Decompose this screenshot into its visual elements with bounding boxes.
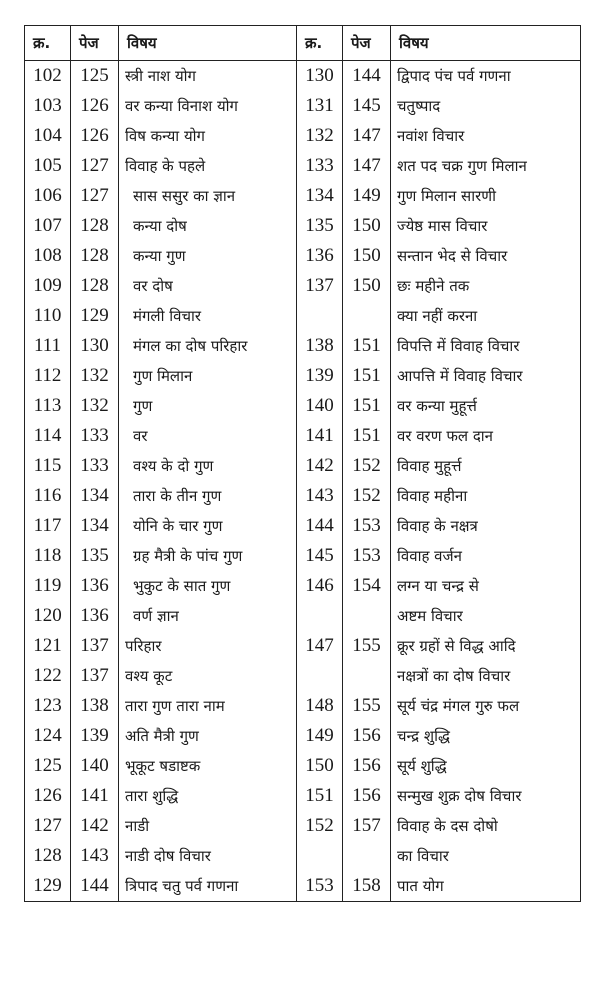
subject-cell: विवाह वर्जन — [391, 541, 581, 571]
table-row — [25, 361, 581, 391]
subject-cell: तारा गुण तारा नाम — [119, 691, 297, 721]
serial-cell: 122 — [25, 661, 71, 691]
subject-cell: गुण मिलान सारणी — [391, 181, 581, 211]
serial-cell: 153 — [297, 871, 343, 902]
table-row — [25, 811, 581, 841]
subject-cell: वश्य के दो गुण — [119, 451, 297, 481]
page-cell: 136 — [71, 601, 119, 631]
subject-cell: सूर्य शुद्धि — [391, 751, 581, 781]
subject-cell: वर्ण ज्ञान — [119, 601, 297, 631]
page-cell: 151 — [343, 331, 391, 361]
header-serial-right: क्र. — [297, 26, 343, 61]
subject-cell: तारा के तीन गुण — [119, 481, 297, 511]
page-cell: 155 — [343, 631, 391, 661]
serial-cell: 119 — [25, 571, 71, 601]
page-cell: 141 — [71, 781, 119, 811]
page-cell: 156 — [343, 781, 391, 811]
page-cell: 151 — [343, 421, 391, 451]
page-cell: 151 — [343, 391, 391, 421]
subject-cell: विवाह महीना — [391, 481, 581, 511]
subject-cell: सूर्य चंद्र मंगल गुरु फल — [391, 691, 581, 721]
serial-cell: 131 — [297, 91, 343, 121]
subject-cell: छः महीने तक — [391, 271, 581, 301]
page-cell: 144 — [343, 61, 391, 92]
page-cell: 151 — [343, 361, 391, 391]
serial-cell: 112 — [25, 361, 71, 391]
page-cell: 135 — [71, 541, 119, 571]
table-row — [25, 511, 581, 541]
page-cell: 132 — [71, 391, 119, 421]
page-cell: 129 — [71, 301, 119, 331]
subject-cell: सन्मुख शुक्र दोष विचार — [391, 781, 581, 811]
page-cell: 134 — [71, 481, 119, 511]
serial-cell: 130 — [297, 61, 343, 92]
table-row — [25, 151, 581, 181]
table-row — [25, 871, 581, 902]
serial-cell: 115 — [25, 451, 71, 481]
subject-cell: त्रिपाद चतु पर्व गणना — [119, 871, 297, 902]
table-row — [25, 91, 581, 121]
serial-cell: 141 — [297, 421, 343, 451]
subject-cell: पात योग — [391, 871, 581, 902]
page-cell: 152 — [343, 481, 391, 511]
serial-cell: 143 — [297, 481, 343, 511]
serial-cell: 113 — [25, 391, 71, 421]
subject-cell: कन्या गुण — [119, 241, 297, 271]
table-row — [25, 61, 581, 92]
subject-cell: वर दोष — [119, 271, 297, 301]
page-cell: 157 — [343, 811, 391, 841]
serial-cell: 107 — [25, 211, 71, 241]
serial-cell: 104 — [25, 121, 71, 151]
header-page-left: पेज — [71, 26, 119, 61]
page-cell: 152 — [343, 451, 391, 481]
table-row — [25, 301, 581, 331]
subject-cell: विवाह के नक्षत्र — [391, 511, 581, 541]
serial-cell: 105 — [25, 151, 71, 181]
serial-cell: 117 — [25, 511, 71, 541]
contents-table — [24, 25, 581, 902]
serial-cell — [297, 601, 343, 631]
page-cell: 133 — [71, 451, 119, 481]
page-cell: 150 — [343, 211, 391, 241]
header-subject-left: विषय — [119, 26, 297, 61]
subject-cell: विवाह के दस दोषो — [391, 811, 581, 841]
page-cell: 127 — [71, 151, 119, 181]
serial-cell: 118 — [25, 541, 71, 571]
page-cell: 133 — [71, 421, 119, 451]
serial-cell: 106 — [25, 181, 71, 211]
subject-cell: ग्रह मैत्री के पांच गुण — [119, 541, 297, 571]
page-cell: 132 — [71, 361, 119, 391]
table-row — [25, 241, 581, 271]
page-cell: 143 — [71, 841, 119, 871]
serial-cell: 146 — [297, 571, 343, 601]
subject-cell: ज्येष्ठ मास विचार — [391, 211, 581, 241]
page-cell: 136 — [71, 571, 119, 601]
page-cell: 158 — [343, 871, 391, 902]
page-cell: 144 — [71, 871, 119, 902]
subject-cell: क्या नहीं करना — [391, 301, 581, 331]
serial-cell: 140 — [297, 391, 343, 421]
serial-cell: 108 — [25, 241, 71, 271]
table-row — [25, 391, 581, 421]
table-row — [25, 481, 581, 511]
serial-cell: 127 — [25, 811, 71, 841]
header-serial-left: क्र. — [25, 26, 71, 61]
serial-cell: 138 — [297, 331, 343, 361]
subject-cell: सास ससुर का ज्ञान — [119, 181, 297, 211]
serial-cell: 151 — [297, 781, 343, 811]
page-cell — [343, 301, 391, 331]
page-cell — [343, 601, 391, 631]
subject-cell: चन्द्र शुद्धि — [391, 721, 581, 751]
table-row — [25, 541, 581, 571]
serial-cell: 144 — [297, 511, 343, 541]
serial-cell — [297, 661, 343, 691]
table-row — [25, 631, 581, 661]
subject-cell: भूकूट षडाष्टक — [119, 751, 297, 781]
table-row — [25, 721, 581, 751]
page-cell: 145 — [343, 91, 391, 121]
subject-cell: वर वरण फल दान — [391, 421, 581, 451]
subject-cell: कन्या दोष — [119, 211, 297, 241]
serial-cell — [297, 301, 343, 331]
subject-cell: तारा शुद्धि — [119, 781, 297, 811]
serial-cell: 145 — [297, 541, 343, 571]
subject-cell: अति मैत्री गुण — [119, 721, 297, 751]
serial-cell: 148 — [297, 691, 343, 721]
page-cell: 147 — [343, 121, 391, 151]
serial-cell: 132 — [297, 121, 343, 151]
subject-cell: गुण मिलान — [119, 361, 297, 391]
subject-cell: विवाह मुहूर्त्त — [391, 451, 581, 481]
subject-cell: मंगली विचार — [119, 301, 297, 331]
serial-cell: 133 — [297, 151, 343, 181]
page-cell: 142 — [71, 811, 119, 841]
serial-cell: 149 — [297, 721, 343, 751]
subject-cell: द्विपाद पंच पर्व गणना — [391, 61, 581, 92]
table-row — [25, 451, 581, 481]
serial-cell: 116 — [25, 481, 71, 511]
page-cell: 156 — [343, 721, 391, 751]
subject-cell: अष्टम विचार — [391, 601, 581, 631]
serial-cell: 125 — [25, 751, 71, 781]
subject-cell: नाडी — [119, 811, 297, 841]
page-cell: 126 — [71, 121, 119, 151]
table-row — [25, 841, 581, 871]
page-cell — [343, 841, 391, 871]
table-row — [25, 181, 581, 211]
serial-cell: 103 — [25, 91, 71, 121]
page-cell: 128 — [71, 241, 119, 271]
serial-cell: 109 — [25, 271, 71, 301]
header-subject-right: विषय — [391, 26, 581, 61]
page-cell: 125 — [71, 61, 119, 92]
serial-cell: 124 — [25, 721, 71, 751]
subject-cell: आपत्ति में विवाह विचार — [391, 361, 581, 391]
header-row — [25, 26, 581, 61]
table-row — [25, 751, 581, 781]
page-cell: 138 — [71, 691, 119, 721]
subject-cell: भुकुट के सात गुण — [119, 571, 297, 601]
subject-cell: सन्तान भेद से विचार — [391, 241, 581, 271]
page-cell: 127 — [71, 181, 119, 211]
page-cell: 154 — [343, 571, 391, 601]
subject-cell: चतुष्पाद — [391, 91, 581, 121]
subject-cell: विवाह के पहले — [119, 151, 297, 181]
serial-cell: 126 — [25, 781, 71, 811]
header-page-right: पेज — [343, 26, 391, 61]
serial-cell: 136 — [297, 241, 343, 271]
table-row — [25, 121, 581, 151]
serial-cell: 152 — [297, 811, 343, 841]
subject-cell: वर कन्या मुहूर्त्त — [391, 391, 581, 421]
page-cell: 156 — [343, 751, 391, 781]
serial-cell: 111 — [25, 331, 71, 361]
table-row — [25, 211, 581, 241]
serial-cell: 139 — [297, 361, 343, 391]
serial-cell: 120 — [25, 601, 71, 631]
page-cell: 126 — [71, 91, 119, 121]
page-cell: 134 — [71, 511, 119, 541]
serial-cell: 147 — [297, 631, 343, 661]
page-cell: 147 — [343, 151, 391, 181]
serial-cell: 137 — [297, 271, 343, 301]
subject-cell: स्त्री नाश योग — [119, 61, 297, 92]
subject-cell: वर — [119, 421, 297, 451]
table-row — [25, 271, 581, 301]
serial-cell: 150 — [297, 751, 343, 781]
serial-cell: 142 — [297, 451, 343, 481]
subject-cell: मंगल का दोष परिहार — [119, 331, 297, 361]
page-cell: 150 — [343, 241, 391, 271]
table-row — [25, 781, 581, 811]
subject-cell: परिहार — [119, 631, 297, 661]
table-row — [25, 691, 581, 721]
serial-cell: 102 — [25, 61, 71, 92]
subject-cell: नवांश विचार — [391, 121, 581, 151]
serial-cell: 134 — [297, 181, 343, 211]
page-cell: 137 — [71, 631, 119, 661]
subject-cell: विपत्ति में विवाह विचार — [391, 331, 581, 361]
table-row — [25, 601, 581, 631]
table-row — [25, 331, 581, 361]
subject-cell: वश्य कूट — [119, 661, 297, 691]
page-cell: 155 — [343, 691, 391, 721]
page-cell: 137 — [71, 661, 119, 691]
page-cell: 128 — [71, 211, 119, 241]
page-cell: 130 — [71, 331, 119, 361]
subject-cell: का विचार — [391, 841, 581, 871]
subject-cell: शत पद चक्र गुण मिलान — [391, 151, 581, 181]
subject-cell: नाडी दोष विचार — [119, 841, 297, 871]
table-row — [25, 661, 581, 691]
serial-cell: 129 — [25, 871, 71, 902]
page-cell: 128 — [71, 271, 119, 301]
table-body — [25, 61, 581, 902]
page-cell: 153 — [343, 511, 391, 541]
subject-cell: विष कन्या योग — [119, 121, 297, 151]
subject-cell: क्रूर ग्रहों से विद्ध आदि — [391, 631, 581, 661]
subject-cell: योनि के चार गुण — [119, 511, 297, 541]
table-row — [25, 571, 581, 601]
page-cell: 153 — [343, 541, 391, 571]
serial-cell: 114 — [25, 421, 71, 451]
serial-cell: 121 — [25, 631, 71, 661]
page-cell: 150 — [343, 271, 391, 301]
serial-cell: 123 — [25, 691, 71, 721]
page-cell: 139 — [71, 721, 119, 751]
subject-cell: वर कन्या विनाश योग — [119, 91, 297, 121]
subject-cell: गुण — [119, 391, 297, 421]
page-cell — [343, 661, 391, 691]
subject-cell: नक्षत्रों का दोष विचार — [391, 661, 581, 691]
serial-cell: 110 — [25, 301, 71, 331]
table-row — [25, 421, 581, 451]
page-cell: 140 — [71, 751, 119, 781]
subject-cell: लग्न या चन्द्र से — [391, 571, 581, 601]
serial-cell — [297, 841, 343, 871]
serial-cell: 128 — [25, 841, 71, 871]
page-cell: 149 — [343, 181, 391, 211]
serial-cell: 135 — [297, 211, 343, 241]
